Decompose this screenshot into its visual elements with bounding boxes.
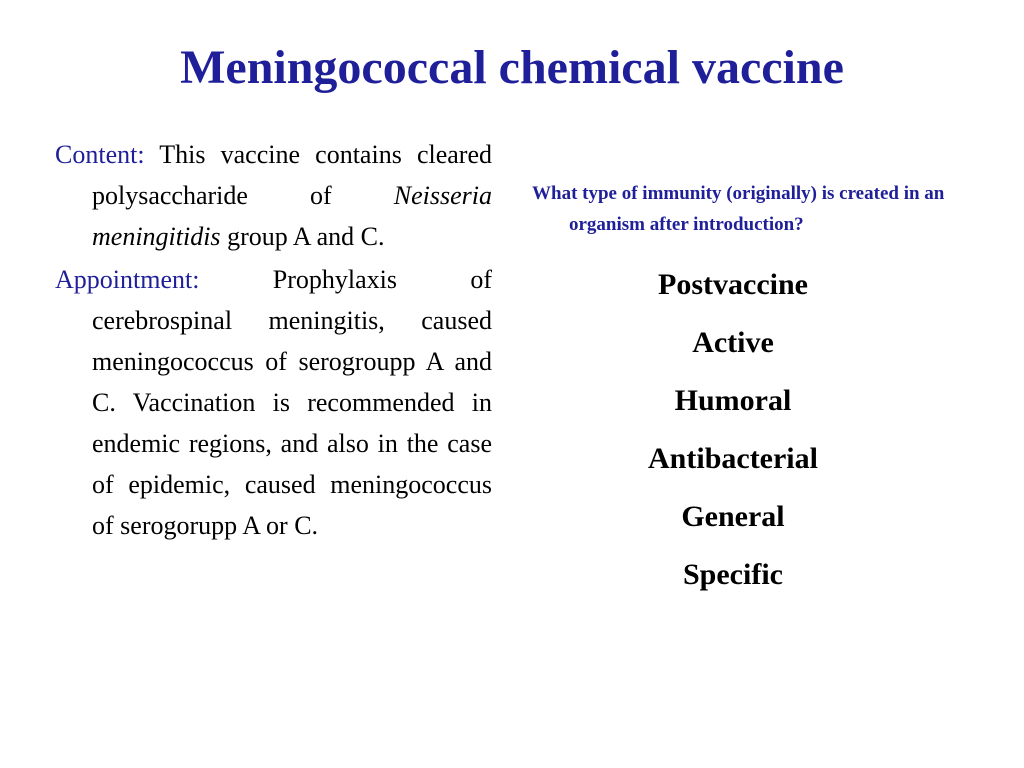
answer-item: Specific [683, 558, 783, 591]
answer-item: Postvaccine [658, 268, 808, 301]
appointment-label: Appointment: [55, 265, 200, 294]
answer-item: Active [692, 326, 774, 359]
answer-list [532, 256, 934, 604]
slide-title: Meningococcal chemical vaccine [180, 41, 844, 94]
left-column [55, 134, 492, 548]
organism-name: Neisseria meningitidis [92, 181, 492, 251]
right-column [532, 178, 945, 604]
answer-item: General [681, 500, 785, 533]
appointment-paragraph [55, 259, 492, 546]
answer-item: Humoral [674, 384, 792, 417]
immunity-question: What type of immunity (originally) is created in an organism after introduction? [532, 183, 945, 235]
answer-item: Antibacterial [648, 442, 818, 475]
appointment-text: Prophylaxis of cerebrospinal meningitis, caused meningococcus of serogroupp A and C. Vaccination is recommended in endemic regions, and also in the case of epidemic, caused meningococcus of serogorupp A or C. [92, 265, 492, 540]
content-text-end: group A and C. [227, 222, 385, 251]
content-label: Content: [55, 140, 145, 169]
content-paragraph [55, 134, 492, 257]
content-text: This vaccine contains cleared polysaccharide of [92, 140, 493, 210]
